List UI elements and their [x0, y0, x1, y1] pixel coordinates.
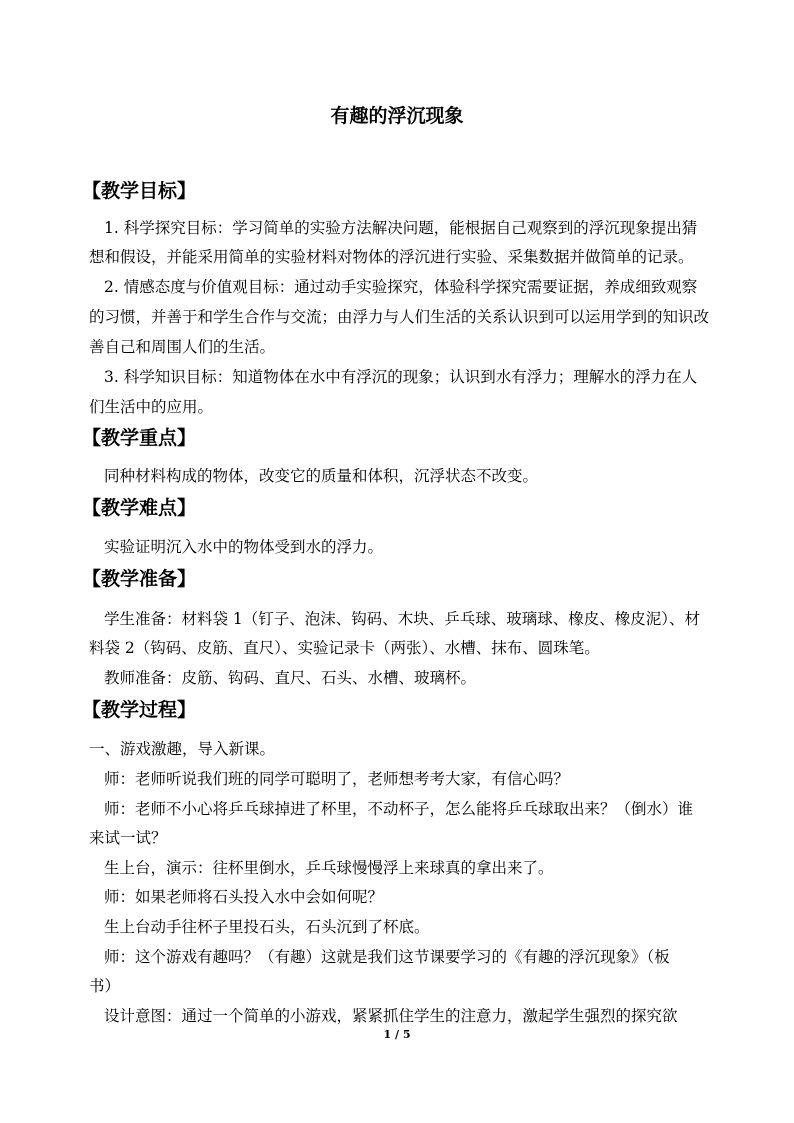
- paragraph-line: 师：如果老师将石头投入水中会如何呢？: [104, 888, 384, 906]
- section-heading-objectives: 【教学目标】: [82, 180, 197, 202]
- page-number: 1 / 5: [383, 1028, 411, 1041]
- paragraph-line: 生上台动手往杯子里投石头，石头沉到了杯底。: [104, 918, 430, 936]
- paragraph-line: 师：这个游戏有趣吗？（有趣）这就是我们这节课要学习的《有趣的浮沉现象》（板: [104, 948, 670, 966]
- section-heading-key-points: 【教学重点】: [82, 427, 197, 449]
- paragraph-line: 设计意图：通过一个简单的小游戏，紧紧抓住学生的注意力，激起学生强烈的探究欲: [104, 1007, 678, 1025]
- paragraph-line: 来试一试？: [89, 829, 167, 847]
- page-title: 有趣的浮沉现象: [330, 105, 464, 127]
- paragraph-line: 师：老师不小心将乒乓球掉进了杯里，不动杯子，怎么能将乒乓球取出来？（倒水）谁: [104, 800, 694, 818]
- paragraph-line: 教师准备：皮筋、钩码、直尺、石头、水槽、玻璃杯。: [104, 669, 477, 687]
- section-heading-process: 【教学过程】: [82, 699, 197, 721]
- paragraph-line: 书）: [89, 977, 121, 995]
- paragraph-line: 善自己和周围人们的生活。: [89, 338, 276, 356]
- paragraph-line: 学生准备：材料袋 1（钉子、泡沫、钩码、木块、乒乓球、玻璃球、橡皮、橡皮泥）、材: [104, 610, 701, 628]
- section-heading-difficulties: 【教学难点】: [82, 497, 197, 519]
- paragraph-line: 师：老师听说我们班的同学可聪明了，老师想考考大家，有信心吗？: [104, 770, 570, 788]
- paragraph-line: 想和假设，并能采用简单的实验材料对物体的浮沉进行实验、采集数据并做简单的记录。: [89, 248, 694, 266]
- paragraph-line: 料袋 2（钩码、皮筋、直尺）、实验记录卡（两张）、水槽、抹布、圆珠笔。: [89, 639, 600, 657]
- paragraph-line: 一、游戏激趣，导入新课。: [89, 740, 276, 758]
- paragraph-line: 生上台，演示：往杯里倒水，乒乓球慢慢浮上来球真的拿出来了。: [104, 859, 554, 877]
- paragraph-line: 们生活中的应用。: [89, 398, 214, 416]
- paragraph-line: 实验证明沉入水中的物体受到水的浮力。: [104, 538, 384, 556]
- paragraph-line: 1. 科学探究目标：学习简单的实验方法解决问题，能根据自己观察到的浮沉现象提出猜: [104, 219, 698, 237]
- paragraph-line: 2. 情感态度与价值观目标：通过动手实验探究，体验科学探究需要证据，养成细致观察: [104, 278, 698, 296]
- section-heading-preparation: 【教学准备】: [82, 568, 197, 590]
- paragraph-line: 的习惯，并善于和学生合作与交流；由浮力与人们生活的关系认识到可以运用学到的知识改: [89, 308, 710, 326]
- paragraph-line: 3. 科学知识目标：知道物体在水中有浮沉的现象；认识到水有浮力；理解水的浮力在人: [104, 368, 698, 386]
- paragraph-line: 同种材料构成的物体，改变它的质量和体积，沉浮状态不改变。: [104, 467, 539, 485]
